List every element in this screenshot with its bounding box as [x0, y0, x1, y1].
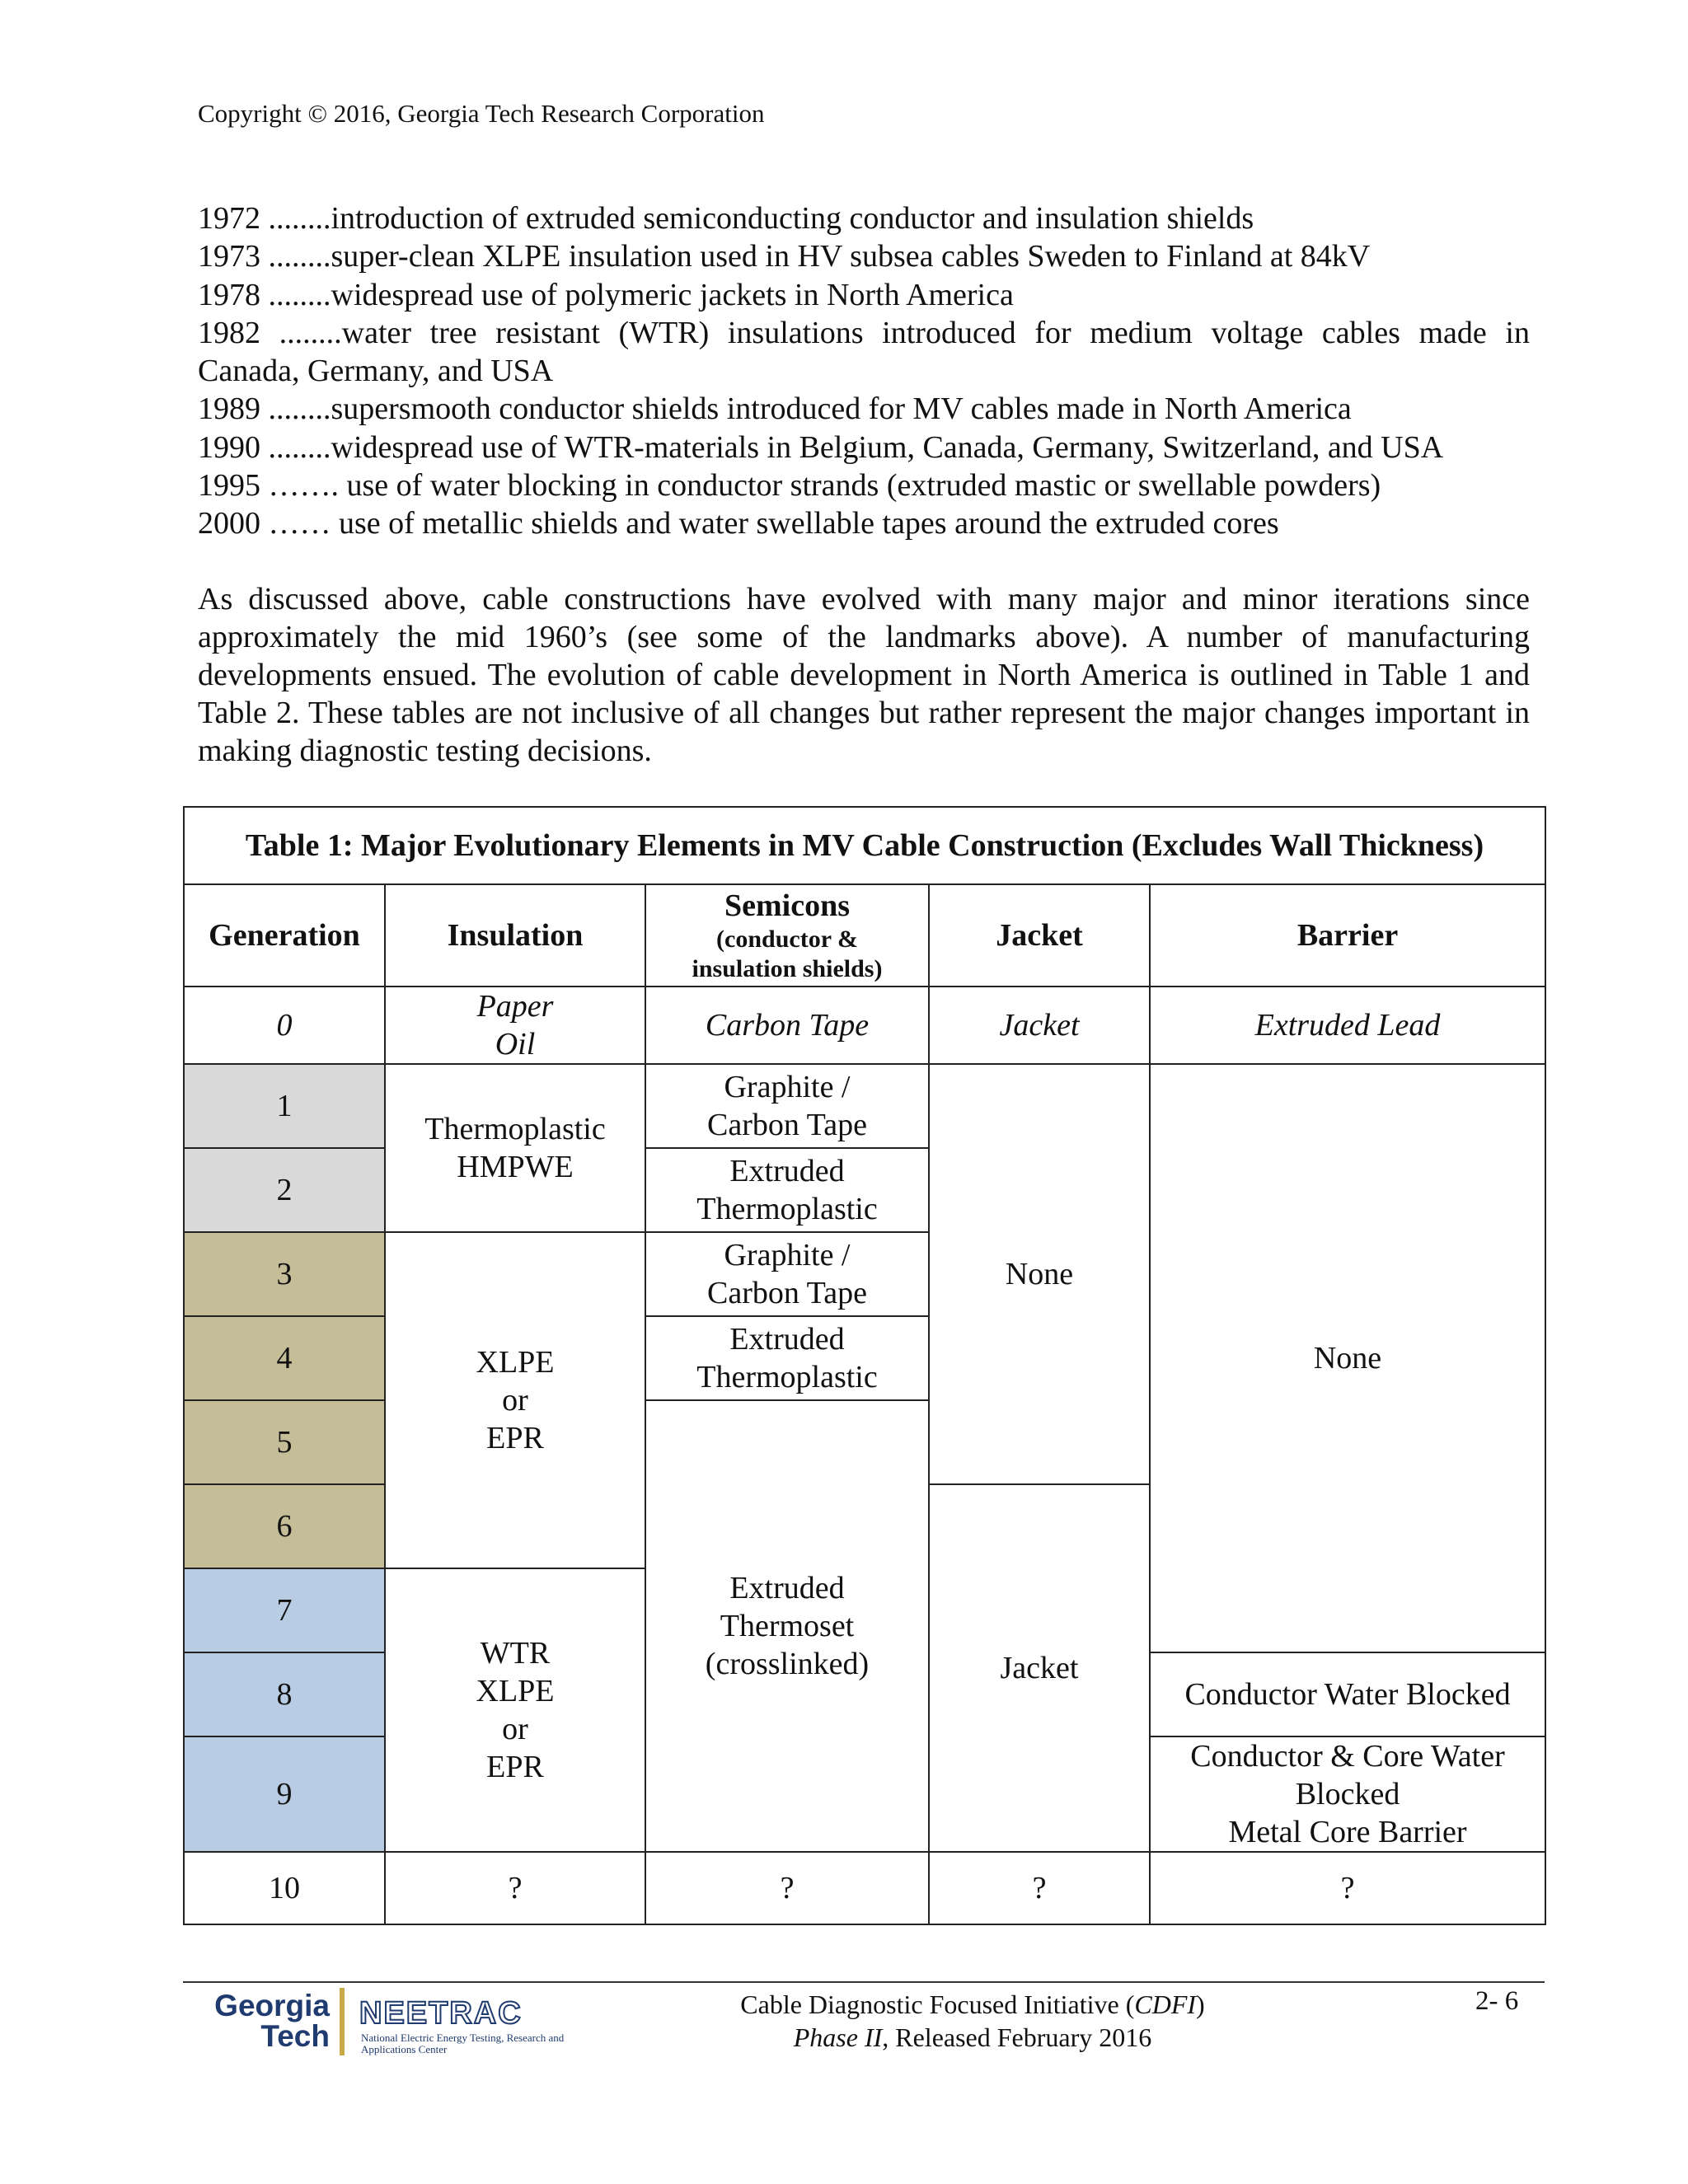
insulation-line: WTR [480, 1636, 551, 1671]
insulation-line: Thermoplastic [424, 1112, 606, 1146]
jacket-cell: ? [929, 1852, 1150, 1924]
semicons-cell: Carbon Tape [645, 987, 929, 1064]
barrier-cell: ? [1150, 1852, 1545, 1924]
semicons-line: Thermoplastic [696, 1192, 878, 1226]
generation-cell: 10 [184, 1852, 385, 1924]
generation-cell: 7 [184, 1568, 385, 1652]
barrier-cell: Extruded Lead [1150, 987, 1545, 1064]
insulation-line: XLPE [476, 1345, 555, 1380]
semicons-line: Extruded [729, 1154, 845, 1188]
logo-georgia-text: Georgia [214, 1989, 330, 2022]
semicons-line: Graphite / [724, 1238, 851, 1272]
timeline-item: 1989 ........supersmooth conductor shields introduced for MV cables made in North America [198, 391, 1352, 427]
barrier-line: Conductor & Core Water [1190, 1739, 1505, 1774]
timeline-item: 1990 ........widespread use of WTR-materials in Belgium, Canada, Germany, Switzerland, and USA [198, 429, 1444, 465]
logo-tech-text: Tech [260, 2019, 330, 2053]
insulation-cell [385, 987, 645, 1064]
footer-title-prefix: Cable Diagnostic Focused Initiative ( [740, 1990, 1135, 2019]
header-generation: Generation [184, 884, 385, 987]
barrier-line: Blocked [1295, 1777, 1400, 1811]
insulation-line: or [502, 1383, 528, 1418]
semicons-cell [645, 1232, 929, 1316]
footer-title [643, 1988, 1302, 2054]
timeline-item-continuation: Canada, Germany, and USA [198, 354, 554, 389]
timeline-item: 2000 …… use of metallic shields and water swellable tapes around the extruded cores [198, 506, 1279, 541]
insulation-cell [385, 1568, 645, 1852]
semicons-cell [645, 1148, 929, 1232]
semicons-line: Extruded [729, 1571, 845, 1605]
semicons-cell [645, 1064, 929, 1148]
semicons-line: Thermoset [720, 1609, 855, 1643]
insulation-line: EPR [486, 1750, 544, 1784]
neetrac-logo-subtitle: National Electric Energy Testing, Research and Applications Center [361, 2032, 565, 2055]
generation-cell: 1 [184, 1064, 385, 1148]
insulation-line: XLPE [476, 1674, 555, 1708]
barrier-line: Metal Core Barrier [1228, 1815, 1467, 1849]
copyright-header: Copyright © 2016, Georgia Tech Research Corporation [198, 99, 765, 128]
header-insulation: Insulation [385, 884, 645, 987]
insulation-line: or [502, 1712, 528, 1746]
jacket-cell: Jacket [929, 1484, 1150, 1852]
header-jacket: Jacket [929, 884, 1150, 987]
header-barrier: Barrier [1150, 884, 1545, 987]
semicons-line: Thermoplastic [696, 1360, 878, 1394]
barrier-cell: None [1150, 1064, 1545, 1652]
footer-divider [183, 1981, 1545, 1983]
generation-cell: 3 [184, 1232, 385, 1316]
generation-cell: 0 [184, 987, 385, 1064]
timeline-item: 1982 ........water tree resistant (WTR) insulations introduced for medium voltage cables made in [198, 315, 1530, 350]
insulation-cell [385, 1232, 645, 1568]
table-caption: Table 1: Major Evolutionary Elements in MV Cable Construction (Excludes Wall Thickness) [184, 807, 1545, 884]
evolution-table [183, 806, 1546, 1925]
insulation-line: Paper [476, 989, 554, 1024]
timeline-item: 1978 ........widespread use of polymeric jackets in North America [198, 277, 1014, 312]
semicons-line: Extruded [729, 1322, 845, 1357]
generation-cell: 4 [184, 1316, 385, 1400]
footer-title-suffix: ) [1196, 1990, 1205, 2019]
insulation-cell: ? [385, 1852, 645, 1924]
georgia-tech-logo [198, 1990, 330, 2051]
timeline-list [198, 199, 1530, 543]
footer-released: , Released February 2016 [882, 2022, 1152, 2052]
logo-divider-bar [340, 1988, 345, 2055]
header-semicons [645, 884, 929, 987]
page-number: 2- 6 [1475, 1986, 1519, 2016]
generation-cell: 2 [184, 1148, 385, 1232]
header-semicons-title: Semicons [724, 888, 850, 923]
jacket-cell: Jacket [929, 987, 1150, 1064]
insulation-line: EPR [486, 1421, 544, 1455]
footer-release-line [643, 2021, 1302, 2054]
semicons-line: Graphite / [724, 1070, 851, 1104]
insulation-cell [385, 1064, 645, 1232]
timeline-item: 1972 ........introduction of extruded semiconducting conductor and insulation shields [198, 201, 1254, 236]
timeline-item: 1995 ……. use of water blocking in conductor strands (extruded mastic or swellable powders) [198, 468, 1381, 504]
body-paragraph: As discussed above, cable constructions have evolved with many major and minor iterations since approximately the mid 1960’s (see some of the landmarks above). A number of manufacturing developments ensued. The evolution of cable development in North America is outlined in Table 1 and Table 2. These tables are not inclusive of all changes but rather represent the major changes important in making diagnostic testing decisions. [198, 582, 1530, 768]
generation-cell: 6 [184, 1484, 385, 1568]
header-semicons-sub: (conductor & [716, 926, 858, 953]
footer-title-line [643, 1988, 1302, 2021]
barrier-cell: Conductor Water Blocked [1150, 1652, 1545, 1736]
generation-cell: 9 [184, 1736, 385, 1852]
insulation-line: Oil [495, 1027, 536, 1062]
semicons-cell [645, 1400, 929, 1852]
semicons-line: Carbon Tape [707, 1108, 867, 1142]
generation-cell: 8 [184, 1652, 385, 1736]
semicons-line: Carbon Tape [707, 1276, 867, 1310]
neetrac-logo: NEETRAC [359, 1996, 523, 2031]
semicons-cell [645, 1316, 929, 1400]
semicons-cell: ? [645, 1852, 929, 1924]
semicons-line: (crosslinked) [705, 1647, 870, 1681]
footer-phase: Phase II [793, 2022, 883, 2052]
jacket-cell: None [929, 1064, 1150, 1484]
timeline-item: 1973 ........super-clean XLPE insulation used in HV subsea cables Sweden to Finland at 84kV [198, 239, 1371, 274]
insulation-line: HMPWE [457, 1150, 574, 1184]
barrier-cell [1150, 1736, 1545, 1852]
footer-title-cdfi: CDFI [1134, 1990, 1197, 2019]
generation-cell: 5 [184, 1400, 385, 1484]
header-semicons-sub: insulation shields) [692, 955, 883, 982]
